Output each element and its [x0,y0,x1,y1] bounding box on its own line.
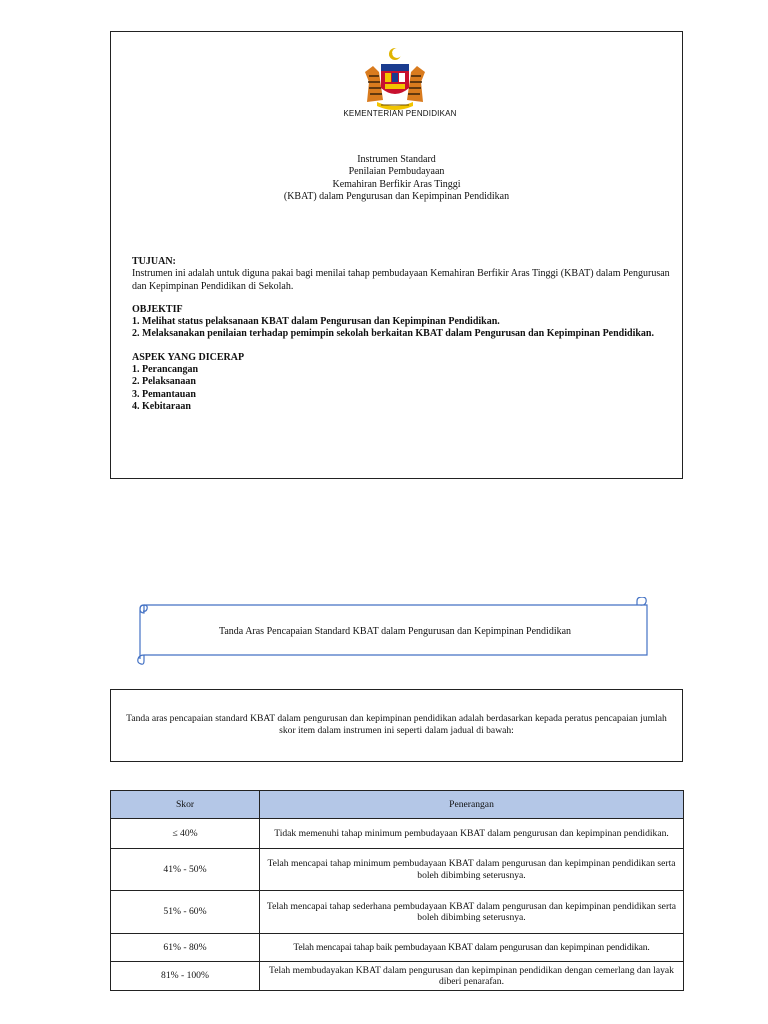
table-row [111,849,684,891]
ministry-label: KEMENTERIAN PENDIDIKAN [343,109,457,118]
aspek-item: 3. Pemantauan [132,388,196,400]
objektif-item: 2. Melaksanakan penilaian terhadap pemimpin sekolah berkaitan KBAT dalam Pengurusan dan Kepimpinan Pendidikan. [132,328,654,340]
skor-cell: 61% - 80% [111,934,260,962]
skor-cell: 51% - 60% [111,891,260,934]
desc-cell: Telah mencapai tahap baik pembudayaan KBAT dalam pengurusan dan kepimpinan pendidikan. [260,934,684,962]
skor-cell: 41% - 50% [111,849,260,891]
tujuan-text: Instrumen ini adalah untuk diguna pakai bagi menilai tahap pembudayaan Kemahiran Berfikir Aras Tinggi (KBAT) dalam Pengurusan dan Kepimpinan Pendidikan di Sekolah. [132,268,670,292]
title-line: Kemahiran Berfikir Aras Tinggi [332,178,461,190]
title-line: Instrumen Standard [357,154,436,165]
coat-of-arms-logo [345,42,445,112]
aspek-heading: ASPEK YANG DICERAP [132,351,245,363]
skor-cell: ≤ 40% [111,819,260,849]
desc-cell: Telah mencapai tahap minimum pembudayaan KBAT dalam pengurusan dan kepimpinan pendidikan serta boleh dibimbing seterusnya. [260,849,684,891]
cover-body [132,256,672,413]
table-row [111,819,684,849]
objektif-heading: OBJEKTIF [132,303,183,315]
table-row [111,934,684,962]
banner-title: Tanda Aras Pencapaian Standard KBAT dalam Pengurusan dan Kepimpinan Pendidikan [218,626,572,637]
score-table [110,790,684,991]
desc-cell: Tidak memenuhi tahap minimum pembudayaan KBAT dalam pengurusan dan kepimpinan pendidikan. [260,819,684,849]
desc-cell: Telah membudayakan KBAT dalam pengurusan dan kepimpinan pendidikan dengan cemerlang dan layak diberi penarafan. [260,962,684,991]
document-title [110,154,683,203]
aspek-item: 1. Perancangan [132,364,199,376]
header-penerangan: Penerangan [260,791,684,819]
header-skor: Skor [111,791,260,819]
desc-cell: Telah mencapai tahap sederhana pembudayaan KBAT dalam pengurusan dan kepimpinan pendidikan serta boleh dibimbing seterusnya. [260,891,684,934]
title-line: Penilaian Pembudayaan [348,166,445,178]
info-text: Tanda aras pencapaian standard KBAT dalam pengurusan dan kepimpinan pendidikan adalah berdasarkan kepada peratus pencapaian jumlah skor item dalam instrumen ini seperti dalam jadual di bawah: [126,713,667,736]
table-header-row [111,791,684,819]
aspek-item: 2. Pelaksanaan [132,376,196,388]
table-row [111,891,684,934]
tujuan-heading: TUJUAN: [132,256,176,267]
objektif-item: 1. Melihat status pelaksanaan KBAT dalam Pengurusan dan Kepimpinan Pendidikan. [132,316,500,328]
skor-cell: 81% - 100% [111,962,260,991]
aspek-item: 4. Kebitaraan [132,400,191,412]
title-line: (KBAT) dalam Pengurusan dan Kepimpinan Pendidikan [283,190,510,202]
table-row [111,962,684,991]
